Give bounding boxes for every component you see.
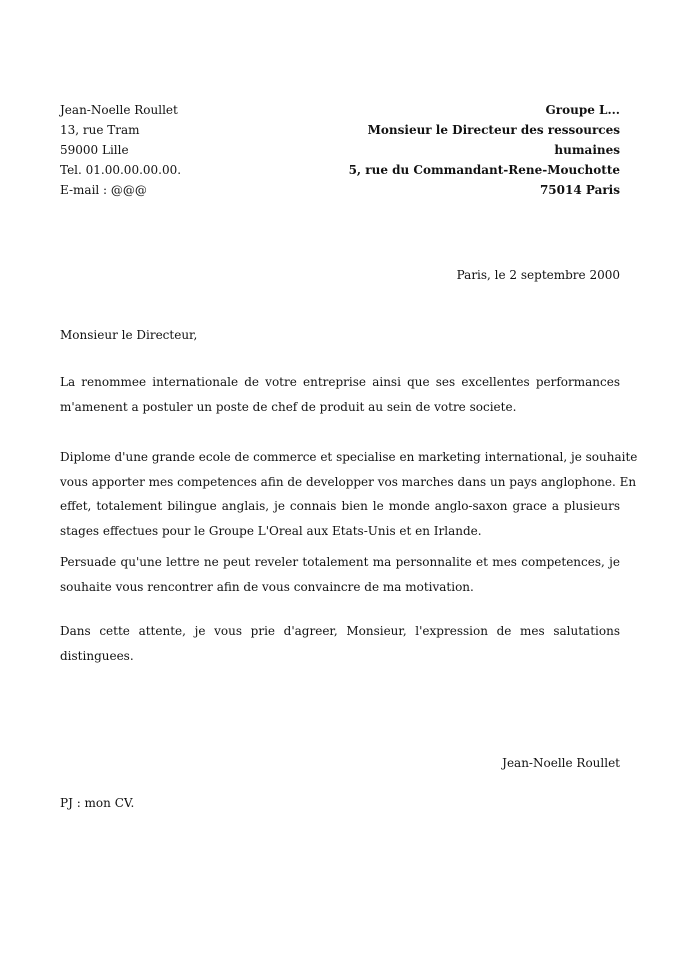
paragraph-line: stages effectues pour le Groupe L'Oreal aux Etats-Unis et en Irlande. [60, 523, 482, 538]
salutation: Monsieur le Directeur, [60, 328, 198, 342]
letter-date: Paris, le 2 septembre 2000 [456, 268, 620, 282]
paragraph-4 [60, 619, 620, 668]
paragraph-1 [60, 370, 620, 419]
recipient-title-1: Monsieur le Directeur des ressources [367, 123, 620, 137]
enclosure: PJ : mon CV. [60, 796, 135, 810]
paragraph-line: souhaite vous rencontrer afin de vous convaincre de ma motivation. [60, 579, 474, 594]
sender-phone: Tel. 01.00.00.00.00. [60, 163, 182, 177]
signature: Jean-Noelle Roullet [502, 756, 620, 770]
sender-email: E-mail : @@@ [60, 183, 147, 197]
paragraph-3 [60, 550, 620, 599]
sender-street: 13, rue Tram [60, 123, 140, 137]
paragraph-line: La renommee internationale de votre entreprise ainsi que ses excellentes performances [60, 375, 620, 389]
paragraph-line: Persuade qu'une lettre ne peut reveler totalement ma personnalite et mes competences, je [60, 555, 620, 569]
paragraph-line: distinguees. [60, 648, 134, 663]
paragraph-2 [60, 445, 638, 543]
paragraph-line: vous apporter mes competences afin de developper vos marches dans un pays anglophone. En [60, 474, 637, 489]
recipient-company: Groupe L... [545, 103, 620, 117]
paragraph-line: Dans cette attente, je vous prie d'agreer, Monsieur, l'expression de mes salutations [60, 624, 620, 638]
recipient-title-2: humaines [554, 143, 620, 157]
recipient-street: 5, rue du Commandant-Rene-Mouchotte [348, 163, 620, 177]
recipient-city: 75014 Paris [539, 183, 620, 197]
paragraph-line: m'amenent a postuler un poste de chef de produit au sein de votre societe. [60, 399, 517, 414]
sender-city: 59000 Lille [60, 143, 129, 157]
paragraph-line: Diplome d'une grande ecole de commerce et specialise en marketing international, je souhaite [60, 450, 638, 464]
paragraph-line: effet, totalement bilingue anglais, je connais bien le monde anglo-saxon grace a plusieurs [60, 499, 620, 513]
sender-name: Jean-Noelle Roullet [60, 103, 178, 117]
recipient-address [60, 100, 620, 200]
